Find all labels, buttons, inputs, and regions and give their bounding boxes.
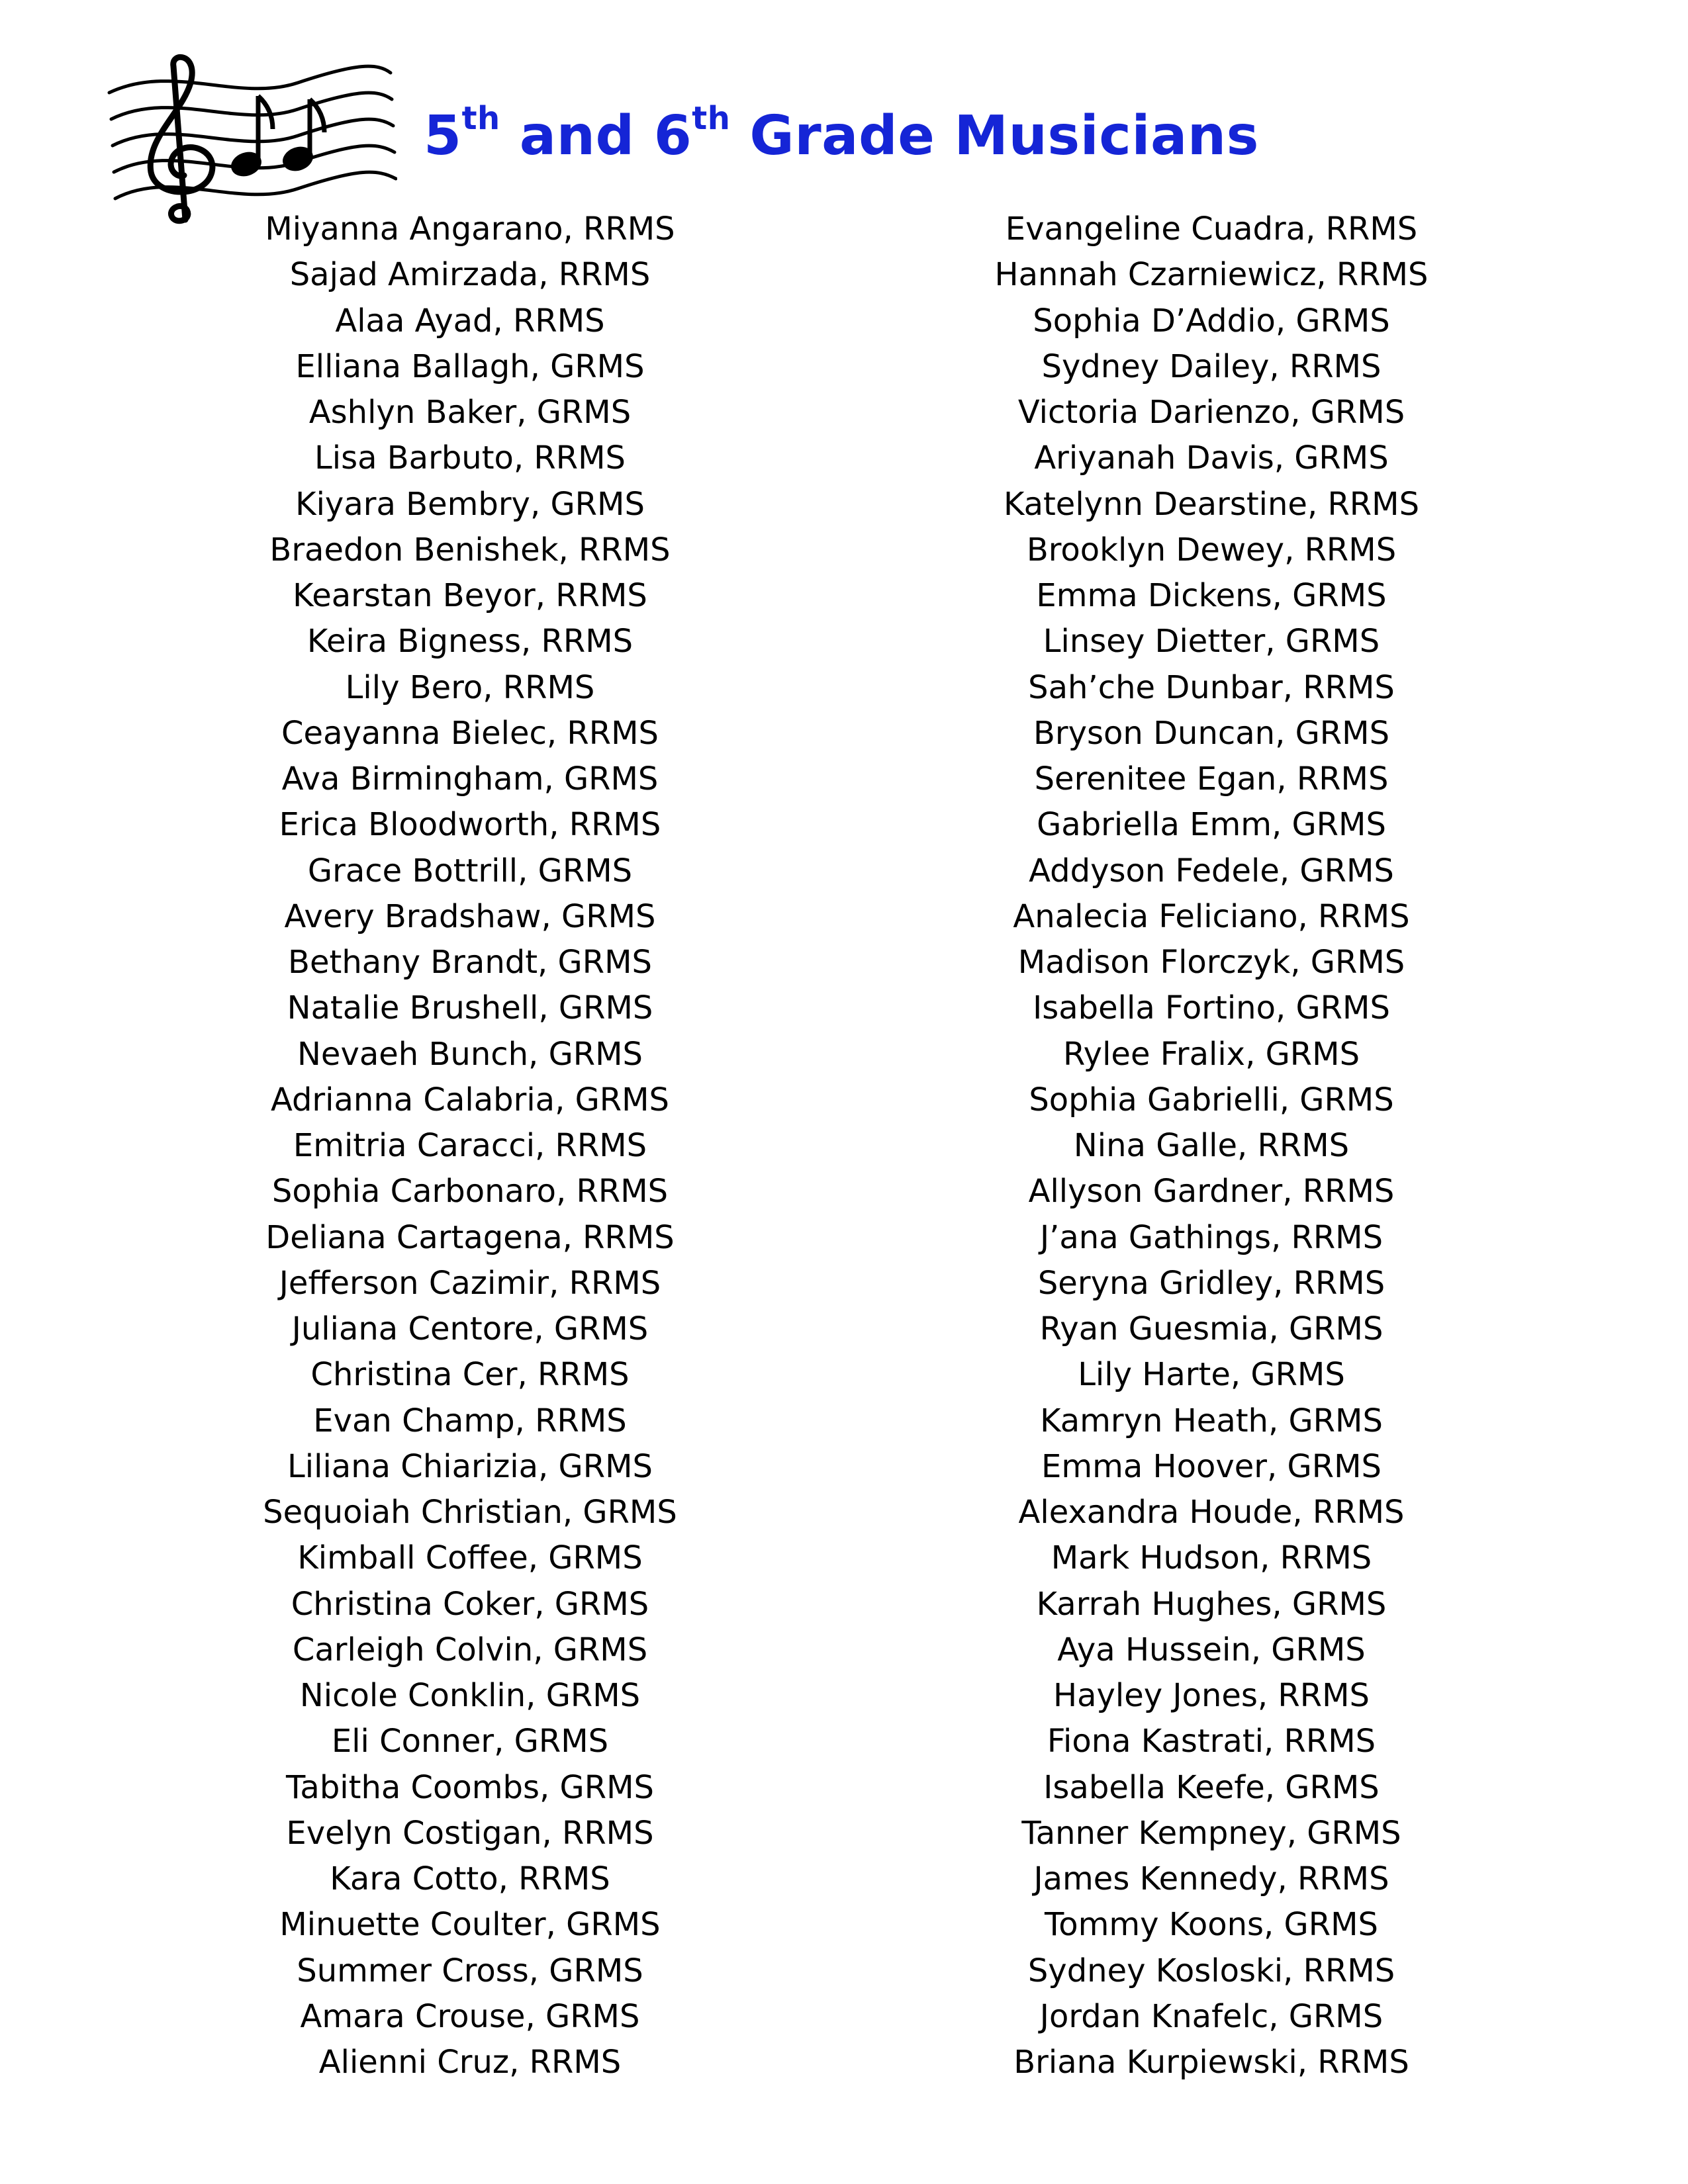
musician-name: Rylee Fralix, GRMS [1062, 1035, 1360, 1073]
title-superscript-2: th [692, 99, 731, 137]
musician-name: Linsey Dietter, GRMS [1043, 623, 1380, 660]
title-part-3: Grade Musicians [730, 105, 1259, 167]
musician-name: Lisa Barbuto, RRMS [314, 439, 626, 477]
musician-name: Ava Birmingham, GRMS [281, 760, 659, 797]
musician-name: Evelyn Costigan, RRMS [286, 1814, 654, 1852]
musician-name: Tabitha Coombs, GRMS [286, 1768, 654, 1806]
musician-name: Victoria Darienzo, GRMS [1017, 394, 1405, 431]
musician-name: Madison Florczyk, GRMS [1017, 944, 1405, 981]
musician-name: Hannah Czarniewicz, RRMS [994, 256, 1429, 294]
musician-name: Minuette Coulter, GRMS [279, 1906, 661, 1944]
musician-name: Sophia D’Addio, GRMS [1033, 302, 1390, 340]
musician-name: Alaa Ayad, RRMS [335, 302, 605, 340]
musician-name: Isabella Fortino, GRMS [1033, 989, 1390, 1027]
musician-name: Evan Champ, RRMS [313, 1402, 627, 1439]
musician-name: Jordan Knafelc, GRMS [1039, 1997, 1383, 2035]
musician-name: Analecia Feliciano, RRMS [1013, 897, 1410, 935]
musician-name: Sequoiah Christian, GRMS [263, 1494, 677, 1531]
musician-name: Briana Kurpiewski, RRMS [1013, 2044, 1409, 2081]
musician-name: J’ana Gathings, RRMS [1039, 1218, 1383, 1256]
title-part-1: 5 [424, 105, 462, 167]
musician-name: James Kennedy, RRMS [1033, 1860, 1389, 1897]
title-part-2: and 6 [500, 105, 692, 167]
musician-list [0, 206, 1688, 2113]
musician-name: Addyson Fedele, GRMS [1029, 852, 1394, 889]
musician-name: Allyson Gardner, RRMS [1028, 1173, 1395, 1210]
musician-name: Adrianna Calabria, GRMS [270, 1081, 670, 1118]
musician-name: Juliana Centore, GRMS [291, 1310, 649, 1347]
musician-name: Kara Cotto, RRMS [330, 1860, 610, 1897]
musician-name: Brooklyn Dewey, RRMS [1026, 531, 1397, 569]
page-header [99, 46, 1589, 232]
musician-name: Grace Bottrill, GRMS [307, 852, 633, 889]
musician-name: Summer Cross, GRMS [297, 1952, 643, 1989]
musician-name: Jefferson Cazimir, RRMS [279, 1264, 661, 1302]
musician-name: Christina Coker, GRMS [291, 1585, 649, 1623]
musician-name: Avery Bradshaw, GRMS [284, 897, 656, 935]
musician-name: Sydney Kosloski, RRMS [1027, 1952, 1395, 1989]
musician-name: Deliana Cartagena, RRMS [265, 1218, 675, 1256]
musician-name: Emitria Caracci, RRMS [293, 1127, 647, 1164]
musician-name: Lily Harte, GRMS [1078, 1356, 1345, 1394]
musician-name: Braedon Benishek, RRMS [269, 531, 671, 569]
musician-name: Serenitee Egan, RRMS [1034, 760, 1389, 797]
musician-name: Sophia Gabrielli, GRMS [1029, 1081, 1394, 1118]
musician-name: Kamryn Heath, GRMS [1040, 1402, 1383, 1439]
musician-name: Kimball Coffee, GRMS [297, 1539, 643, 1577]
musician-name: Ceayanna Bielec, RRMS [281, 714, 659, 752]
musician-name: Hayley Jones, RRMS [1053, 1677, 1370, 1714]
musician-name: Mark Hudson, RRMS [1051, 1539, 1372, 1577]
musician-name: Ariyanah Davis, GRMS [1034, 439, 1389, 477]
musician-name: Miyanna Angarano, RRMS [265, 210, 675, 248]
musician-name: Karrah Hughes, GRMS [1036, 1585, 1387, 1623]
musician-name: Alexandra Houde, RRMS [1018, 1494, 1405, 1531]
musician-name: Isabella Keefe, GRMS [1043, 1768, 1380, 1806]
musician-name: Nevaeh Bunch, GRMS [297, 1035, 643, 1073]
musician-name: Gabriella Emm, GRMS [1037, 806, 1386, 844]
musician-name: Bethany Brandt, GRMS [288, 944, 652, 981]
musician-name: Alienni Cruz, RRMS [318, 2044, 622, 2081]
musician-name: Amara Crouse, GRMS [300, 1997, 640, 2035]
musician-name: Sydney Dailey, RRMS [1041, 347, 1382, 385]
musician-name: Emma Dickens, GRMS [1036, 577, 1387, 614]
musician-name: Ryan Guesmia, GRMS [1039, 1310, 1383, 1347]
musician-name: Tommy Koons, GRMS [1045, 1906, 1378, 1944]
musician-name: Seryna Gridley, RRMS [1037, 1264, 1385, 1302]
musician-name: Bryson Duncan, GRMS [1033, 714, 1390, 752]
title-superscript-1: th [461, 99, 500, 137]
musician-name: Sajad Amirzada, RRMS [289, 256, 651, 294]
musician-name: Fiona Kastrati, RRMS [1047, 1723, 1376, 1760]
musician-name: Lily Bero, RRMS [345, 668, 595, 706]
musician-name: Evangeline Cuadra, RRMS [1005, 210, 1418, 248]
musician-name: Sah’che Dunbar, RRMS [1028, 668, 1395, 706]
musician-name: Kiyara Bembry, GRMS [295, 485, 645, 523]
musician-name: Ashlyn Baker, GRMS [308, 394, 632, 431]
musician-name: Keira Bigness, RRMS [306, 623, 633, 660]
musician-name: Natalie Brushell, GRMS [287, 989, 653, 1027]
musician-name: Aya Hussein, GRMS [1057, 1631, 1366, 1668]
musician-name: Elliana Ballagh, GRMS [295, 347, 645, 385]
musician-name: Kearstan Beyor, RRMS [293, 577, 647, 614]
musician-name: Nicole Conklin, GRMS [299, 1677, 641, 1714]
musician-name: Sophia Carbonaro, RRMS [271, 1173, 669, 1210]
musician-name: Emma Hoover, GRMS [1041, 1447, 1382, 1485]
musician-name: Nina Galle, RRMS [1073, 1127, 1350, 1164]
musician-name: Erica Bloodworth, RRMS [279, 806, 661, 844]
musician-name: Liliana Chiarizia, GRMS [287, 1447, 653, 1485]
musician-name: Katelynn Dearstine, RRMS [1003, 485, 1420, 523]
musician-name: Tanner Kempney, GRMS [1021, 1814, 1401, 1852]
musician-name: Christina Cer, RRMS [310, 1356, 630, 1394]
musician-column-right [914, 206, 1509, 2085]
musician-name: Eli Conner, GRMS [331, 1723, 609, 1760]
musician-name: Carleigh Colvin, GRMS [292, 1631, 648, 1668]
page-title [424, 99, 1259, 167]
musician-column-left [172, 206, 768, 2085]
